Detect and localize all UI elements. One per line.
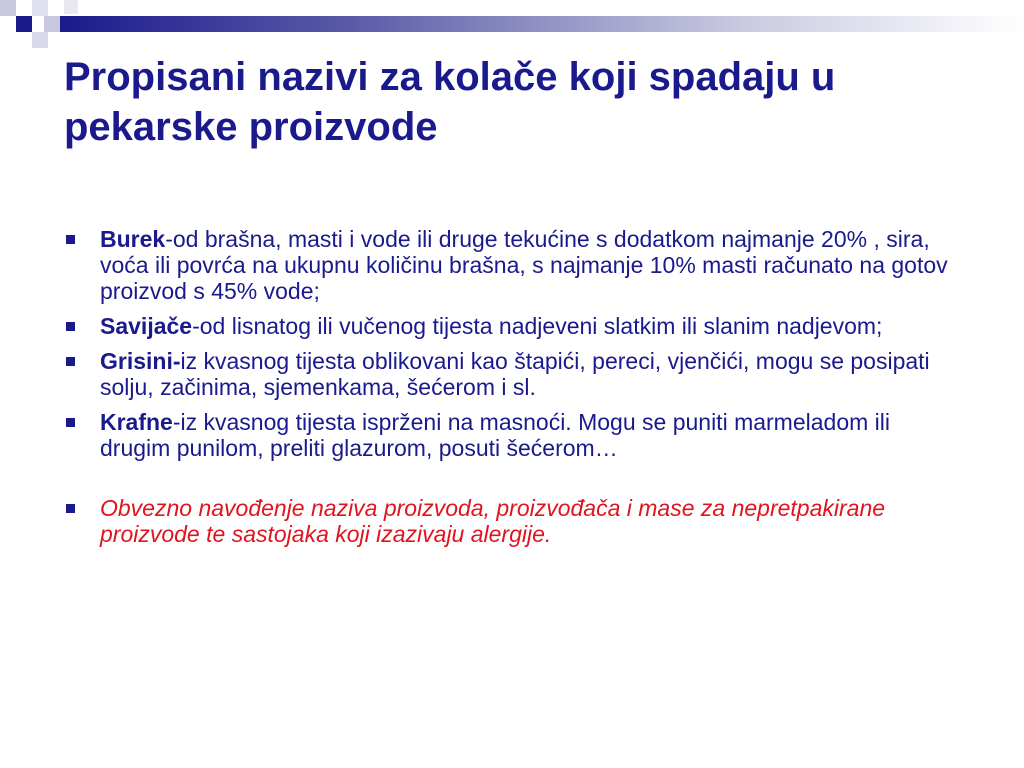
square-bullet-icon [66, 235, 75, 244]
bullet-term: Savijače [100, 313, 193, 339]
decor-square [44, 16, 60, 32]
bullet-item-savijace [64, 313, 964, 339]
square-bullet-icon [66, 322, 75, 331]
bullet-item-note [64, 495, 964, 547]
slide-title: Propisani nazivi za kolače koji spadaju u pekarske proizvode [64, 55, 836, 149]
bullet-text: -od brašna, masti i vode ili druge tekućine s dodatkom najmanje 20% , sira, voća ili povrća na ukupnu količinu brašna, s najmanje 10% masti računato na gotov proizvod s 45% vode; [100, 226, 948, 304]
square-bullet-icon [66, 418, 75, 427]
bullet-term: Grisini- [100, 348, 181, 374]
bullet-list [64, 226, 964, 556]
bullet-item-krafne [64, 409, 964, 461]
decor-square [0, 0, 16, 16]
bullet-term: Krafne [100, 409, 173, 435]
decor-square [32, 0, 48, 16]
bullet-item-grisini [64, 348, 964, 400]
bullet-text: iz kvasnog tijesta oblikovani kao štapići, pereci, vjenčići, mogu se posipati solju, začinima, sjemenkama, šećerom i sl. [100, 348, 930, 400]
decor-square [16, 16, 32, 32]
header-gradient-bar [60, 16, 1024, 32]
bullet-text: -od lisnatog ili vučenog tijesta nadjeveni slatkim ili slanim nadjevom; [192, 313, 883, 339]
decor-square [64, 0, 78, 14]
bullet-item-burek [64, 226, 964, 304]
header-decoration [0, 0, 1024, 48]
decor-square [32, 32, 48, 48]
square-bullet-icon [66, 357, 75, 366]
square-bullet-icon [66, 504, 75, 513]
bullet-term: Burek [100, 226, 166, 252]
note-text: Obvezno navođenje naziva proizvoda, proizvođača i mase za nepretpakirane proizvode te sastojaka koji izazivaju alergije. [100, 495, 886, 547]
bullet-text: -iz kvasnog tijesta isprženi na masnoći. Mogu se puniti marmeladom ili drugim punilom, preliti glazurom, posuti šećerom… [100, 409, 890, 461]
